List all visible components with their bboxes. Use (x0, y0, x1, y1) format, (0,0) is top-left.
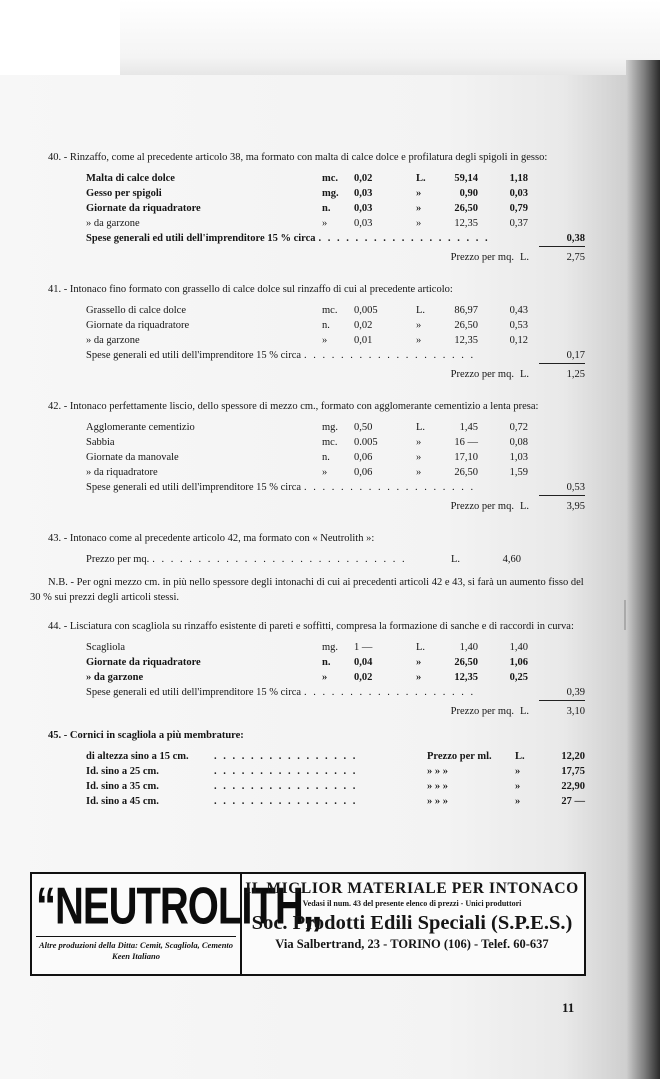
table-row: » da garzone » 0,03 » 12,35 0,37 (86, 218, 528, 229)
table-row: » da riquadratore » 0,06 » 26,50 1,59 (86, 467, 528, 478)
expenses-row: Spese generali ed utili dell'imprenditore 15 % circa . . . . . . . . . . . . . . . . . . . 0,38 (86, 233, 585, 244)
ad-text-panel (244, 878, 580, 952)
item-43 (30, 531, 585, 567)
table-row: Agglomerante cementizio mg. 0,50 L. 1,45 0,72 (86, 422, 528, 433)
total-row: Prezzo per mq. L. 1,25 (450, 369, 585, 380)
item-44 (30, 619, 585, 720)
table-row: Giornate da manovale n. 0,06 » 17,10 1,03 (86, 452, 528, 463)
note-paragraph: N.B. - Per ogni mezzo cm. in più nello spessore degli intonachi di cui ai precedenti articoli 42 e 43, si farà un aumento fisso del 30 % sui prezzi degli articoli stessi. (30, 577, 584, 603)
table-row: di altezza sino a 15 cm. . . . . . . . . . . . . . . . . Prezzo per ml. L. 12,20 (86, 751, 585, 762)
item-description: - Intonaco fino formato con grassello di calce dolce sul rinzaffo di cui al precedente articolo: (61, 284, 453, 295)
neutrolith-logo: “NEUTROLITH„ (36, 878, 322, 936)
item-number: 43. (48, 533, 62, 544)
page-edge-shadow (626, 60, 660, 1079)
ad-other-products: Altre produzioni della Ditta: Cemit, Scagliola, Cemento Keen Italiano (36, 936, 236, 962)
row-desc: Malta di calce dolce (86, 173, 175, 184)
ad-headline: IL MIGLIOR MATERIALE PER INTONACO (245, 880, 579, 897)
table-row: Id. sino a 35 cm. . . . . . . . . . . . . . . . . » » » » 22,90 (86, 781, 585, 792)
scan-corner (0, 0, 120, 80)
price-list (30, 150, 585, 809)
sum-line (539, 363, 585, 364)
advertisement-box (30, 872, 586, 976)
table-row: Scagliola mg. 1 — L. 1,40 1,40 (86, 642, 528, 653)
ad-address: Via Salbertrand, 23 - TORINO (106) - Telef. 60-637 (275, 937, 549, 951)
table-row: » da garzone » 0,02 » 12,35 0,25 (86, 672, 528, 683)
total-row: Prezzo per mq. L. 3,95 (450, 501, 585, 512)
table-row: Giornate da riquadratore n. 0,02 » 26,50 0,53 (86, 320, 528, 331)
expenses-row: Spese generali ed utili dell'imprenditore 15 % circa . . . . . . . . . . . . . . . . . . . 0,39 (86, 687, 585, 698)
table-row: Grassello di calce dolce mc. 0,005 L. 86,97 0,43 (86, 305, 528, 316)
item-description: - Rinzaffo, come al precedente articolo 38, ma formato con malta di calce dolce e profilatura degli spigoli in gesso: (61, 152, 548, 163)
item-number: 40. (48, 152, 62, 163)
table-row: Giornate da riquadratore n. 0,04 » 26,50 1,06 (86, 657, 528, 668)
ad-subheadline: Vedasi il num. 43 del presente elenco di prezzi - Unici produttori (302, 899, 522, 908)
item-number: 41. (48, 284, 62, 295)
item-description: - Cornici in scagliola a più membrature: (61, 730, 244, 741)
expenses-row: Spese generali ed utili dell'imprenditore 15 % circa . . . . . . . . . . . . . . . . . . . 0,53 (86, 482, 585, 493)
item-number: 44. (48, 621, 62, 632)
total-row: Prezzo per mq. L. 2,75 (450, 252, 585, 263)
ad-company: Soc. Prodotti Edili Speciali (S.P.E.S.) (251, 912, 573, 934)
table-row: » da garzone » 0,01 » 12,35 0,12 (86, 335, 528, 346)
table-row: Id. sino a 25 cm. . . . . . . . . . . . . . . . . » » » » 17,75 (86, 766, 585, 777)
item-description: - Lisciatura con scagliola su rinzaffo esistente di pareti e soffitti, compresa la formazione di sanche e di raccordi in curva: (61, 621, 574, 632)
table-row: Id. sino a 45 cm. . . . . . . . . . . . . . . . . » » » » 27 — (86, 796, 585, 807)
page-number: 11 (562, 1000, 575, 1015)
scan-mark (624, 600, 626, 630)
table-row: Malta di calce dolce mc. 0,02 L. 59,14 1,18 (86, 173, 528, 184)
sum-line (539, 246, 585, 247)
price-row: Prezzo per mq. . . . . . . . . . . . . . . . . . . . . . . . . . . . . L. 4,60 (86, 554, 521, 565)
sum-line (539, 700, 585, 701)
item-41 (30, 282, 585, 383)
item-42 (30, 399, 585, 515)
sum-line (539, 495, 585, 496)
item-40 (30, 150, 585, 266)
total-row: Prezzo per mq. L. 3,10 (450, 706, 585, 717)
table-row: Giornate da riquadratore n. 0,03 » 26,50 0,79 (86, 203, 528, 214)
table-row: Sabbia mc. 0.005 » 16 — 0,08 (86, 437, 528, 448)
item-description: - Intonaco perfettamente liscio, dello spessore di mezzo cm., formato con agglomerante cementizio a lenta presa: (61, 401, 539, 412)
item-45 (30, 728, 585, 809)
item-description: - Intonaco come al precedente articolo 42, ma formato con « Neutrolith »: (61, 533, 375, 544)
expenses-row: Spese generali ed utili dell'imprenditore 15 % circa . . . . . . . . . . . . . . . . . . . 0,17 (86, 350, 585, 361)
table-row: Gesso per spigoli mg. 0,03 » 0,90 0,03 (86, 188, 528, 199)
ad-logo-panel (32, 874, 322, 974)
item-number: 45. (48, 730, 62, 741)
item-number: 42. (48, 401, 62, 412)
